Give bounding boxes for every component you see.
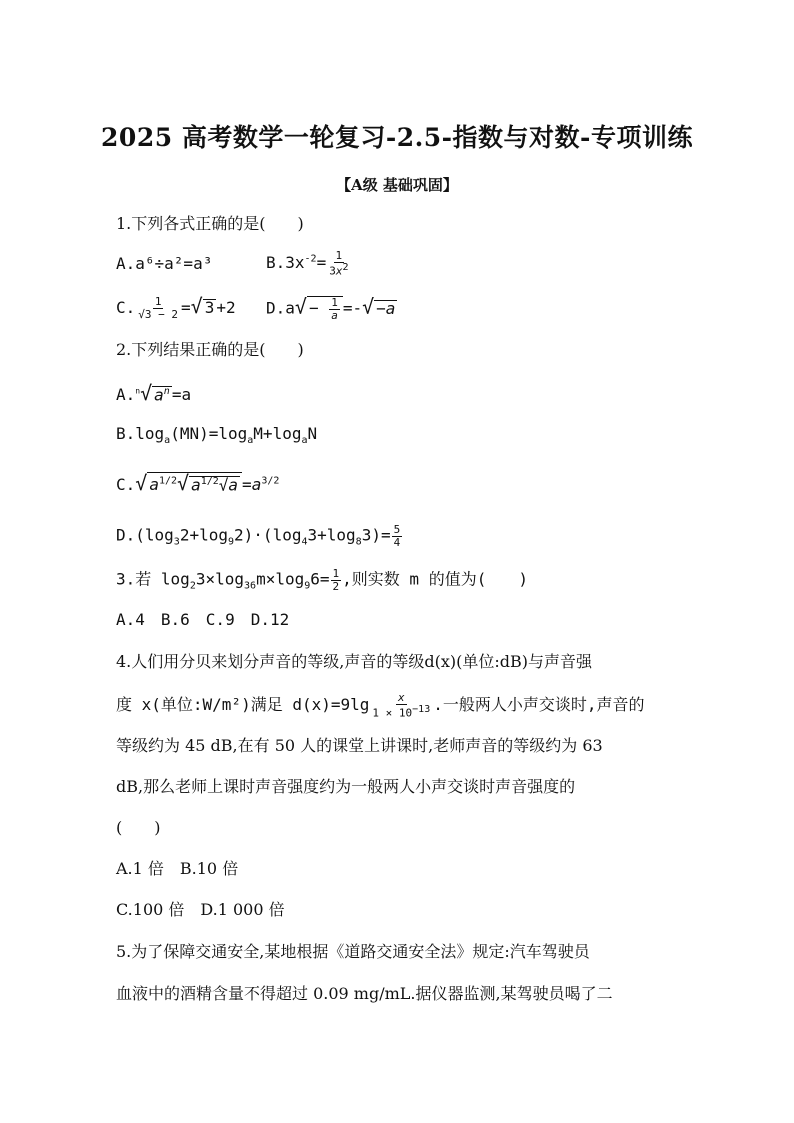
q2-stem: 2.下列结果正确的是( ) (116, 340, 304, 359)
q1-option-a: A.a⁶÷a²=a³ (116, 254, 213, 273)
q4-line-5: ( ) (116, 818, 161, 837)
q2-option-a: A.$^n$√ $a^n =a$ (116, 381, 192, 405)
q4-line-1: 4.人们用分贝来划分声音的等级,声音的等级d(x)(单位:dB)与声音强 (116, 652, 592, 671)
q4-line-3: 等级约为 45 dB,在有 50 人的课堂上讲课时,老师声音的等级约为 63 (116, 736, 603, 755)
q2-option-c: C.√ $a^{1/2}√$ $a^{1/2}√a =a^{3/2}$ (116, 471, 280, 495)
q4-line-2: 度 x(单位:W/m²)满足 d(x)=9lg $\frac{x}{1 \times 10^{-13}}$ .一般两人小声交谈时,声音的 (116, 691, 645, 720)
fraction: $\frac{1}{3x^2}$ (329, 249, 349, 278)
q2-option-b: $B.\log_a(MN)=\log_aM+\log_aN$ (116, 424, 318, 447)
q4-line-4: dB,那么老师上课时声音强度约为一般两人小声交谈时声音强度的 (116, 777, 576, 796)
fraction: $\frac{1}{√3 - 2}$ (138, 295, 179, 321)
q1-option-b: $B.3x^{-2}=$ $\frac{1}{3x^2}$ (266, 249, 349, 278)
q3-options: A.4 B.6 C.9 D.12 (116, 610, 290, 629)
q1-option-c: C. $\frac{1}{√3 - 2}$ =√ 3 +2 (116, 294, 236, 321)
q1-stem: 1.下列各式正确的是( ) (116, 214, 304, 233)
q5-line-1: 5.为了保障交通安全,某地根据《道路交通安全法》规定:汽车驾驶员 (116, 942, 590, 961)
section-heading: 【A级 基础巩固】 (336, 176, 458, 194)
q4-options-2: C.100 倍 D.1 000 倍 (116, 900, 285, 919)
q3-stem: 3.若 $\log_23\times\log_{36}m\times\log_96=$ $\frac{1}{2}$ ,则实数 m 的值为( ) (116, 567, 528, 593)
q2-option-d: $D.(\log_32+\log_92)\cdot(\log_43+\log_83)=$ $\frac{5}{4}$ (116, 523, 401, 549)
q5-line-2: 血液中的酒精含量不得超过 0.09 mg/mL.据仪器监测,某驾驶员喝了二 (116, 984, 613, 1003)
q4-options-1: A.1 倍 B.10 倍 (116, 859, 239, 878)
page-title: 2025 高考数学一轮复习-2.5-指数与对数-专项训练 (101, 123, 693, 152)
q1-option-d: D.a√ − $\frac{1}{a}$ =-√ −a (266, 294, 396, 322)
